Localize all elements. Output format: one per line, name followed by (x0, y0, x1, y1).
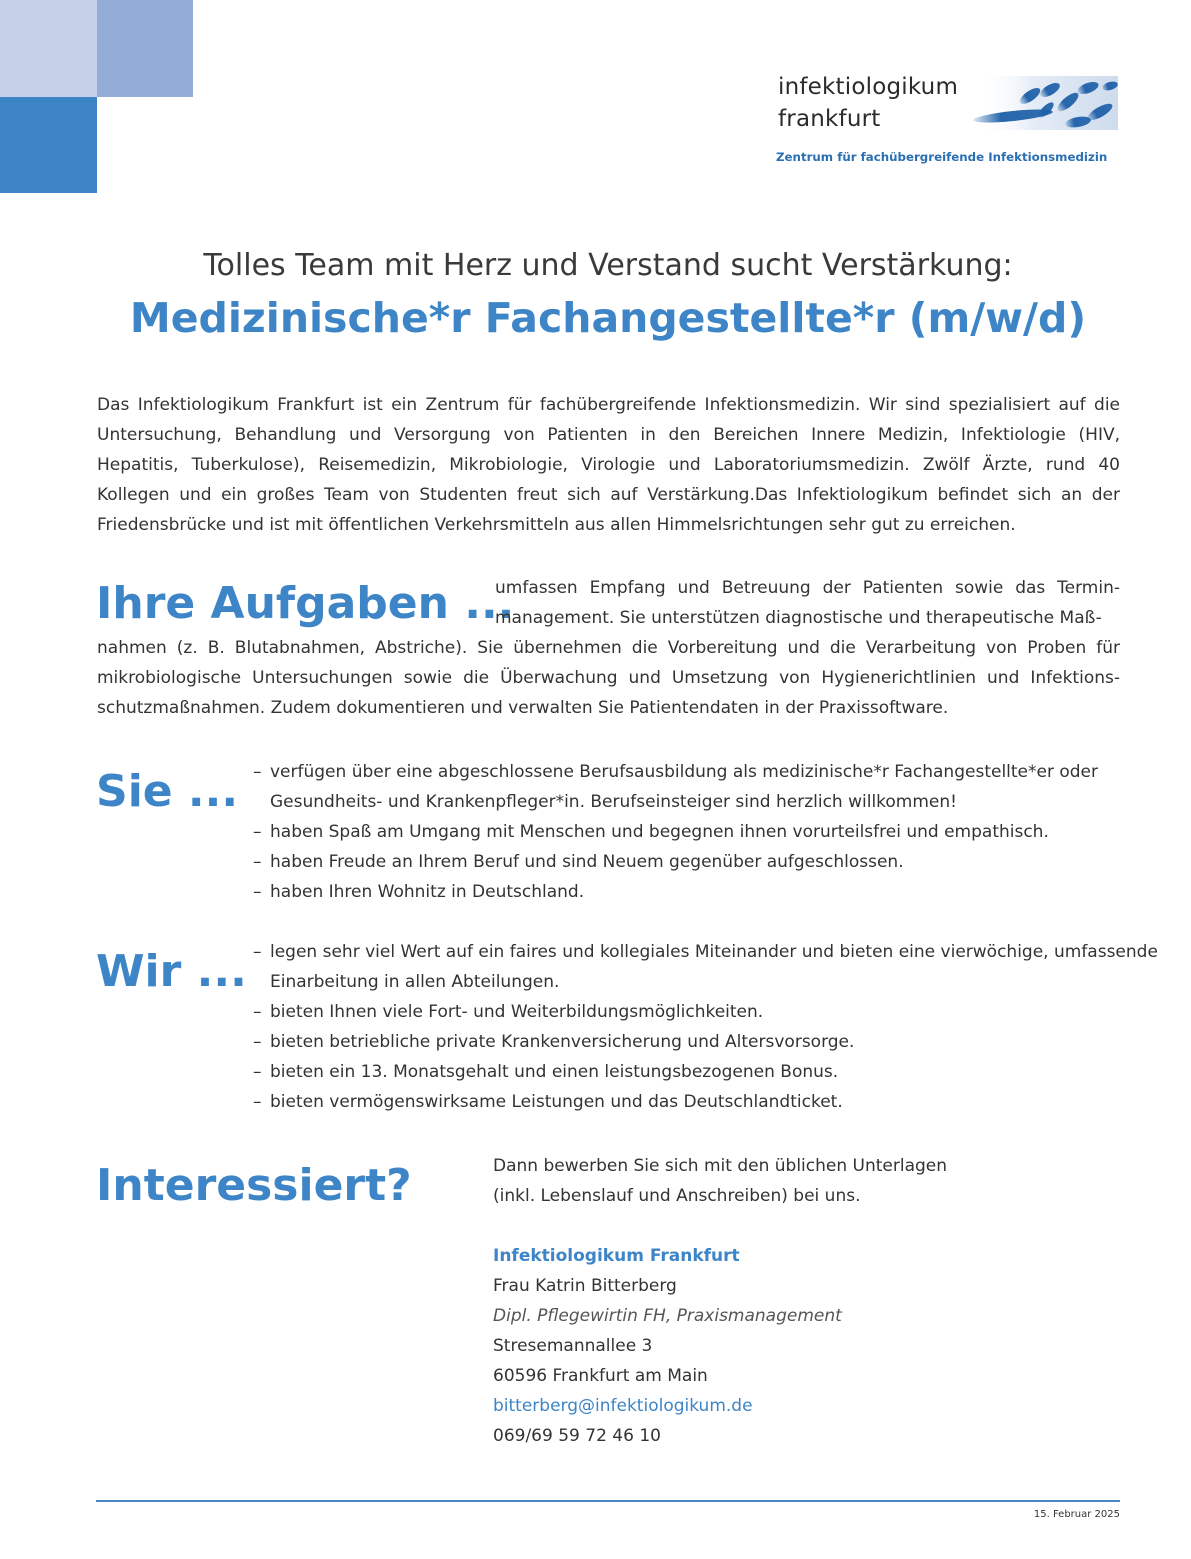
list-item (253, 997, 1191, 1027)
logo-tagline: Zentrum für fachübergreifende Infektionsmedizin (776, 150, 1108, 164)
decor-square-dark (0, 97, 97, 193)
wir-list (253, 937, 1191, 1117)
bacteria-logo-graphic (918, 74, 1118, 132)
intro-paragraph: Das Infektiologikum Frankfurt ist ein Zentrum für fachübergreifende Infektionsmedizin. Wir sind spezialisiert auf die Untersuchung, Behandlung und Versorgung von Patienten in den Bereichen Innere Medizin, Infektiologie (HIV, Hepatitis, Tuberkulose), Reisemedizin, Mikrobiologie, Virologie und Laboratoriumsmedizin. Zwölf Ärzte, rund 40 Kollegen und ein großes Team von Studenten freut sich auf Verstärkung.Das Infektiologikum befindet sich an der Friedensbrücke und ist mit öffentlichen Verkehrsmitteln aus allen Himmelsrichtungen sehr gut zu erreichen. (97, 395, 1120, 535)
headline-teaser: Tolles Team mit Herz und Verstand sucht Verstärkung: (203, 248, 1013, 283)
list-item (253, 1087, 1191, 1117)
dash-bullet: – (253, 762, 262, 782)
footer-divider (96, 1500, 1120, 1502)
list-item-text: verfügen über eine abgeschlossene Berufsausbildung als medizinische*r Fachangestellte*er oder Gesundheits- und Krankenpfleger*in. Berufseinsteiger sind herzlich willkommen! (270, 762, 1099, 812)
list-item (253, 1057, 1191, 1087)
logo-word-2: frankfurt (778, 106, 881, 132)
list-item (253, 757, 1191, 817)
dash-bullet: – (253, 1002, 262, 1022)
logo (778, 72, 1120, 167)
list-item-text: bieten vermögenswirksame Leistungen und das Deutschlandticket. (270, 1092, 843, 1112)
list-item-text: haben Freude an Ihrem Beruf und sind Neuem gegenüber aufgeschlossen. (270, 852, 904, 872)
heading-sie: Sie ... (96, 766, 239, 817)
list-item-text: bieten Ihnen viele Fort- und Weiterbildungsmöglichkeiten. (270, 1002, 764, 1022)
logo-word-1: infektiologikum (778, 74, 959, 100)
contact-city: 60596 Frankfurt am Main (493, 1366, 708, 1386)
contact-block (493, 1151, 1113, 1451)
contact-name: Frau Katrin Bitterberg (493, 1276, 677, 1296)
dash-bullet: – (253, 1032, 262, 1052)
heading-wir: Wir ... (96, 946, 247, 997)
heading-aufgaben: Ihre Aufgaben ... (96, 578, 515, 629)
heading-interessiert: Interessiert? (96, 1160, 412, 1211)
dash-bullet: – (253, 942, 262, 962)
dash-bullet: – (253, 822, 262, 842)
decor-square-mid (97, 0, 193, 97)
apply-text-line-2: (inkl. Lebenslauf und Anschreiben) bei uns. (493, 1186, 861, 1206)
list-item-text: haben Spaß am Umgang mit Menschen und begegnen ihnen vorurteilsfrei und empathisch. (270, 822, 1049, 842)
list-item (253, 877, 1191, 907)
decor-square-light (0, 0, 97, 97)
contact-street: Stresemannallee 3 (493, 1336, 653, 1356)
list-item (253, 937, 1191, 997)
dash-bullet: – (253, 882, 262, 902)
apply-text-line-1: Dann bewerben Sie sich mit den üblichen Unterlagen (493, 1156, 948, 1176)
dash-bullet: – (253, 1092, 262, 1112)
contact-org: Infektiologikum Frankfurt (493, 1246, 740, 1266)
job-title: Medizinische*r Fachangestellte*r (m/w/d) (129, 294, 1087, 342)
aufgaben-text-rest: nahmen (z. B. Blutabnahmen, Abstriche). Sie übernehmen die Vorbereitung und die Verarbeitung von Proben für mikrobiologische Untersuchungen sowie die Überwachung und Umsetzung von Hygienerichtlinien und Infektions-schutzmaßnahmen. Zudem dokumentieren und verwalten Sie Patientendaten in der Praxissoftware. (97, 638, 1120, 718)
footer-date: 15. Februar 2025 (1033, 1509, 1120, 1520)
dash-bullet: – (253, 1062, 262, 1082)
list-item (253, 1027, 1191, 1057)
contact-title: Dipl. Pflegewirtin FH, Praxismanagement (493, 1306, 842, 1326)
contact-email-link[interactable]: bitterberg@infektiologikum.de (493, 1396, 753, 1416)
aufgaben-text-first: umfassen Empfang und Betreuung der Patienten sowie das Termin-management. Sie unterstützen diagnostische und therapeutische Maß- (495, 578, 1120, 628)
list-item-text: legen sehr viel Wert auf ein faires und kollegiales Miteinander und bieten eine vierwöchige, umfassende Einarbeitung in allen Abteilungen. (270, 942, 1158, 992)
list-item-text: haben Ihren Wohnitz in Deutschland. (270, 882, 585, 902)
list-item-text: bieten ein 13. Monatsgehalt und einen leistungsbezogenen Bonus. (270, 1062, 839, 1082)
list-item-text: bieten betriebliche private Krankenversicherung und Altersvorsorge. (270, 1032, 855, 1052)
sie-list (253, 757, 1191, 907)
list-item (253, 817, 1191, 847)
spacer (493, 1211, 1113, 1241)
list-item (253, 847, 1191, 877)
contact-phone: 069/69 59 72 46 10 (493, 1426, 661, 1446)
dash-bullet: – (253, 852, 262, 872)
